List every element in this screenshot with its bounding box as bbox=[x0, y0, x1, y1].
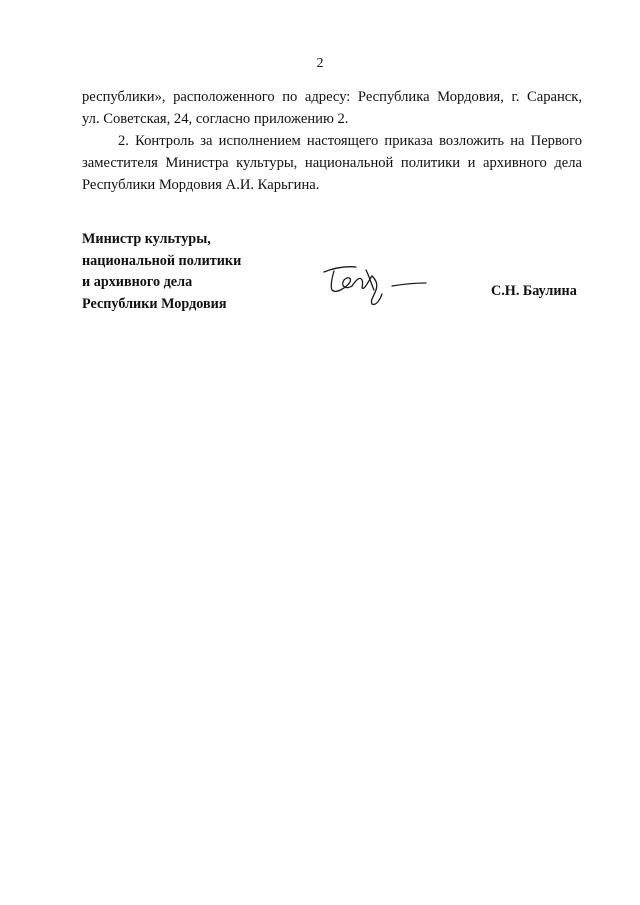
paragraph-line: Республики Мордовия А.И. Карьгина. bbox=[82, 177, 320, 193]
signatory-title-line: национальной политики bbox=[82, 252, 242, 269]
paragraph-line: республики», расположенного по адресу: Республика Мордовия, г. Саранск, bbox=[82, 89, 582, 105]
paragraph-line: 2. Контроль за исполнением настоящего приказа возложить на Первого bbox=[118, 133, 582, 149]
paragraph-line: ул. Советская, 24, согласно приложению 2. bbox=[82, 111, 349, 127]
signatory-title-line: и архивного дела bbox=[82, 274, 193, 290]
paragraph-control bbox=[82, 130, 582, 196]
handwritten-signature bbox=[320, 258, 430, 310]
signatory-name: С.Н. Баулина bbox=[491, 283, 577, 299]
signatory-title-line: Республики Мордовия bbox=[82, 295, 227, 312]
page-number: 2 bbox=[316, 56, 324, 71]
paragraph-address bbox=[82, 86, 582, 130]
paragraph-line: заместителя Министра культуры, национальной политики и архивного дела bbox=[82, 155, 582, 171]
signatory-title bbox=[82, 229, 241, 315]
signatory-title-line: Министр культуры, bbox=[82, 231, 211, 247]
